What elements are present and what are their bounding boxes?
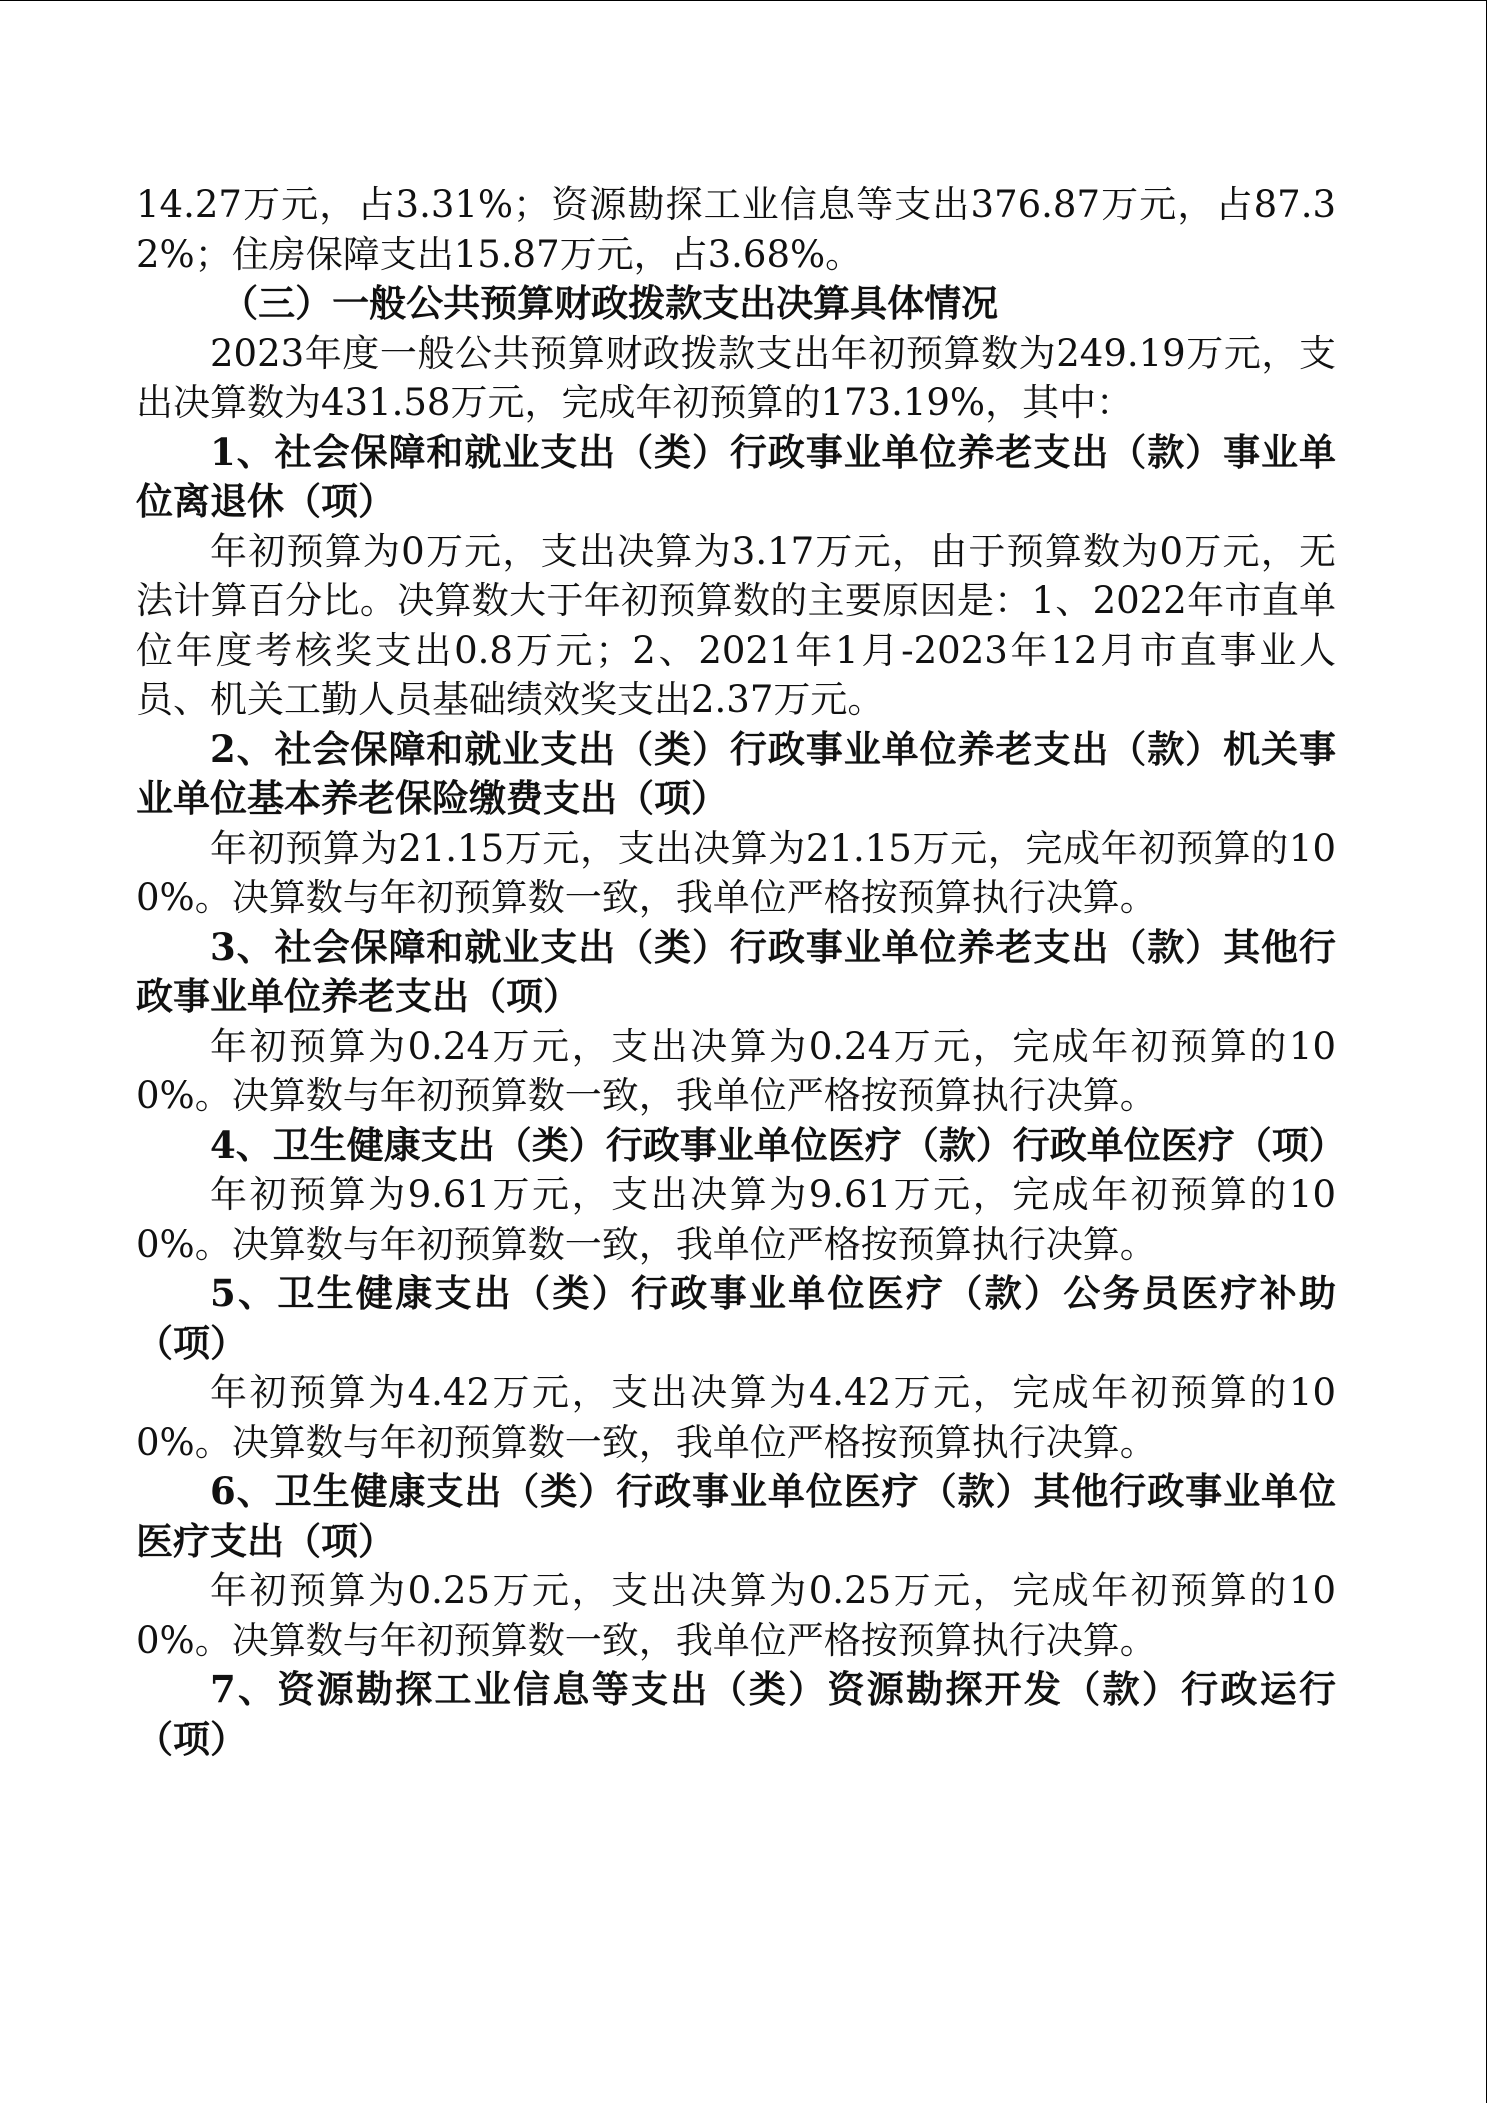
item-heading-7: 7、资源勘探工业信息等支出（类）资源勘探开发（款）行政运行（项） xyxy=(136,1667,1336,1761)
item-heading-2: 2、社会保障和就业支出（类）行政事业单位养老支出（款）机关事业单位基本养老保险缴费支出（项） xyxy=(136,726,1336,820)
item-body-3: 年初预算为0.24万元，支出决算为0.24万元，完成年初预算的100%。决算数与年初预算数一致，我单位严格按预算执行决算。 xyxy=(136,1024,1336,1117)
item-body-4: 年初预算为9.61万元，支出决算为9.61万元，完成年初预算的100%。决算数与年初预算数一致，我单位严格按预算执行决算。 xyxy=(136,1173,1336,1266)
paragraph-summary: 2023年度一般公共预算财政拨款支出年初预算数为249.19万元，支出决算数为431.58万元，完成年初预算的173.19%，其中： xyxy=(136,331,1336,424)
paragraph-continuation: 14.27万元，占3.31%；资源勘探工业信息等支出376.87万元，占87.32%；住房保障支出15.87万元，占3.68%。 xyxy=(136,183,1336,276)
item-body-6: 年初预算为0.25万元，支出决算为0.25万元，完成年初预算的100%。决算数与年初预算数一致，我单位严格按预算执行决算。 xyxy=(136,1569,1336,1662)
item-body-5: 年初预算为4.42万元，支出决算为4.42万元，完成年初预算的100%。决算数与年初预算数一致，我单位严格按预算执行决算。 xyxy=(136,1371,1336,1464)
item-body-1: 年初预算为0万元，支出决算为3.17万元，由于预算数为0万元，无法计算百分比。决算数大于年初预算数的主要原因是：1、2022年市直单位年度考核奖支出0.8万元；2、2021年1月-2023年12月市直事业人员、机关工勤人员基础绩效奖支出2.37万元。 xyxy=(136,529,1336,721)
document-body xyxy=(136,180,1346,1764)
item-heading-1: 1、社会保障和就业支出（类）行政事业单位养老支出（款）事业单位离退休（项） xyxy=(136,429,1336,523)
item-heading-5: 5、卫生健康支出（类）行政事业单位医疗（款）公务员医疗补助（项） xyxy=(136,1271,1336,1365)
item-heading-6: 6、卫生健康支出（类）行政事业单位医疗（款）其他行政事业单位医疗支出（项） xyxy=(136,1469,1336,1563)
section-heading: （三）一般公共预算财政拨款支出决算具体情况 xyxy=(221,281,999,325)
item-heading-4: 4、卫生健康支出（类）行政事业单位医疗（款）行政单位医疗（项） xyxy=(210,1122,1346,1167)
item-heading-3: 3、社会保障和就业支出（类）行政事业单位养老支出（款）其他行政事业单位养老支出（项） xyxy=(136,924,1336,1018)
item-body-2: 年初预算为21.15万元，支出决算为21.15万元，完成年初预算的100%。决算数与年初预算数一致，我单位严格按预算执行决算。 xyxy=(136,826,1336,919)
